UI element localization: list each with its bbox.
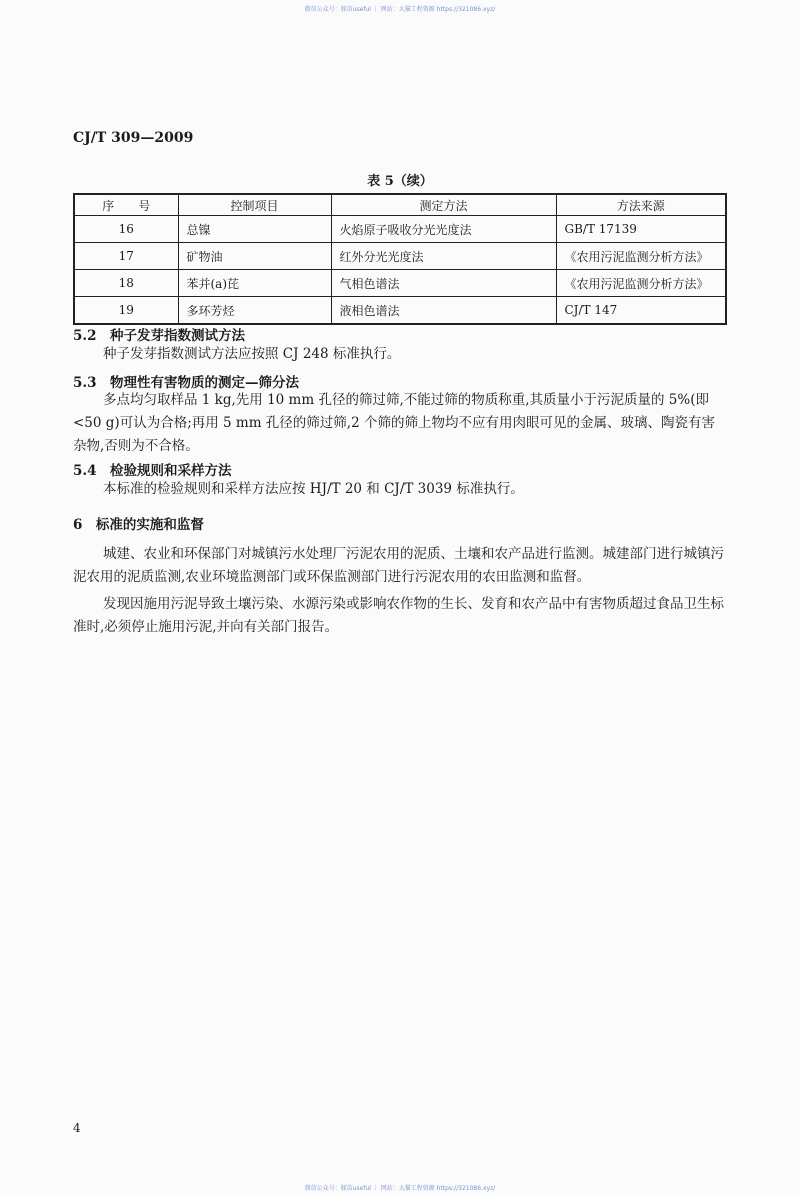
watermark-bottom: 微信公众号：豚苗useful ｜ 网站：大猫工程资源 https://321086.xyz/: [304, 1185, 496, 1192]
table-header-row: [74, 194, 726, 216]
cell-number: 16: [74, 216, 178, 243]
table-row: [74, 216, 726, 243]
cell-number: 17: [74, 243, 178, 270]
header-cell: 控制项目: [178, 194, 331, 216]
cell-item: 多环芳烃: [178, 297, 331, 325]
cell-item: 总镍: [178, 216, 331, 243]
section-5-3-body: 多点均匀取样品 1 kg,先用 10 mm 孔径的筛过筛,不能过筛的物质称重,其质量小于污泥质量的 5%(即<50 g)可认为合格;再用 5 mm 孔径的筛过筛,2 个筛的筛上物均不应有用肉眼可见的金属、玻璃、陶瓷有害杂物,否则为不合格。: [73, 392, 715, 454]
standard-number-header: CJ/T 309—2009: [73, 130, 194, 146]
cell-source: 《农用污泥监测分析方法》: [556, 270, 726, 297]
header-cell: 序 号: [74, 194, 178, 216]
cell-method: 气相色谱法: [331, 270, 556, 297]
section-6-paragraph-1: 城建、农业和环保部门对城镇污水处理厂污泥农用的泥质、土壤和农产品进行监测。城建部门进行城镇污泥农用的泥质监测,农业环境监测部门或环保监测部门进行污泥农用的农田监测和监督。: [73, 546, 724, 585]
cell-number: 18: [74, 270, 178, 297]
section-5-2-heading: 5.2 种子发芽指数测试方法: [73, 328, 245, 344]
section-5-2-body: 种子发芽指数测试方法应按照 CJ 248 标准执行。: [103, 346, 401, 362]
table-row: [74, 270, 726, 297]
cell-method: 液相色谱法: [331, 297, 556, 325]
header-cell: 方法来源: [556, 194, 726, 216]
section-5-4-body: 本标准的检验规则和采样方法应按 HJ/T 20 和 CJ/T 3039 标准执行。: [103, 481, 524, 497]
cell-number: 19: [74, 297, 178, 325]
cell-method: 火焰原子吸收分光光度法: [331, 216, 556, 243]
cell-source: CJ/T 147: [556, 297, 726, 325]
cell-method: 红外分光光度法: [331, 243, 556, 270]
table-caption: 表 5（续）: [367, 174, 433, 189]
control-items-table: [73, 193, 727, 325]
cell-source: 《农用污泥监测分析方法》: [556, 243, 726, 270]
table-row: [74, 297, 726, 325]
section-6-paragraph-2: 发现因施用污泥导致土壤污染、水源污染或影响农作物的生长、发育和农产品中有害物质超过食品卫生标准时,必须停止施用污泥,并向有关部门报告。: [73, 596, 724, 635]
cell-source: GB/T 17139: [556, 216, 726, 243]
page-number: 4: [73, 1121, 81, 1135]
section-5-4-heading: 5.4 检验规则和采样方法: [73, 463, 232, 479]
cell-item: 苯并(a)芘: [178, 270, 331, 297]
table-row: [74, 243, 726, 270]
cell-item: 矿物油: [178, 243, 331, 270]
section-5-3-heading: 5.3 物理性有害物质的测定—筛分法: [73, 375, 299, 391]
watermark-top: 微信公众号：豚苗useful ｜ 网站：大猫工程资源 https://321086.xyz/: [304, 6, 496, 13]
section-6-heading: 6 标准的实施和监督: [73, 517, 204, 533]
header-cell: 测定方法: [331, 194, 556, 216]
